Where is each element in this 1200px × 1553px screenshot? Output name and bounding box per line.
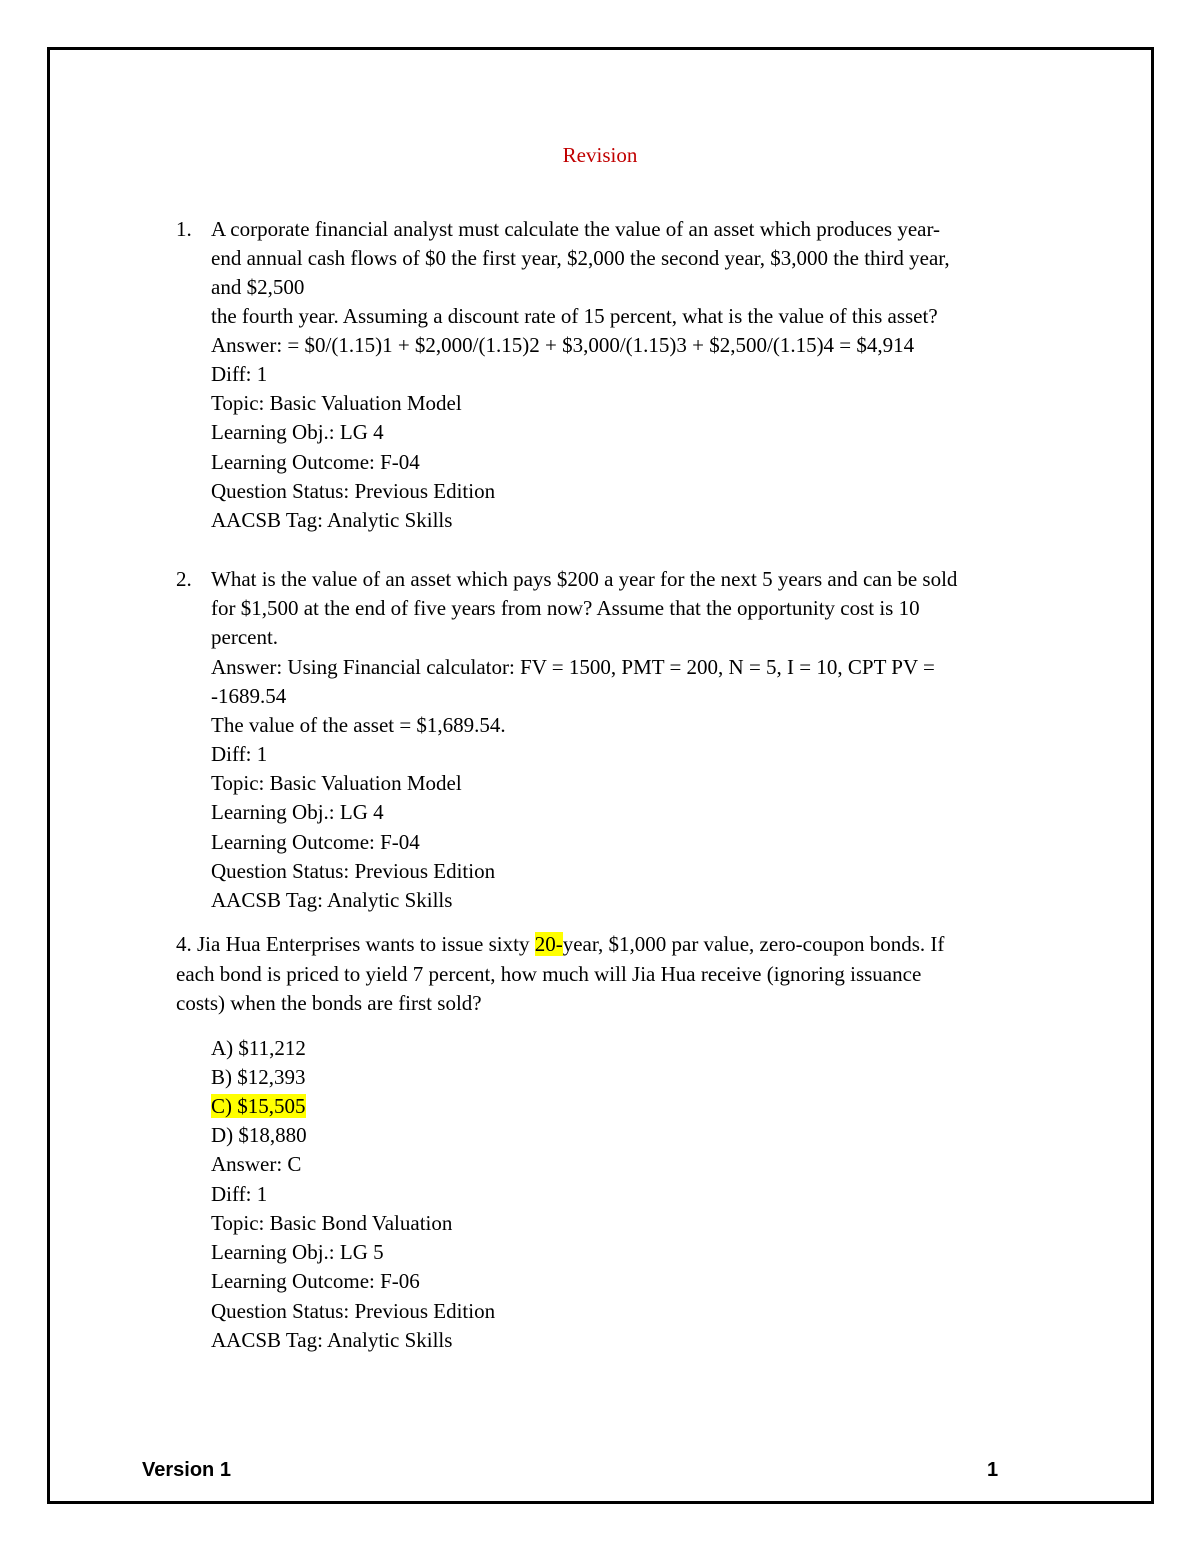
question-2-status: Question Status: Previous Edition: [211, 859, 496, 883]
option-b: B) $12,393: [211, 1065, 306, 1089]
question-2-line: percent.: [211, 625, 279, 649]
question-1-aacsb-tag: AACSB Tag: Analytic Skills: [211, 508, 453, 532]
question-1-line: A corporate financial analyst must calculate the value of an asset which produces year-: [211, 217, 941, 241]
question-4-learning-obj: Learning Obj.: LG 5: [211, 1240, 384, 1264]
question-2-number: 2.: [176, 567, 192, 591]
question-1-answer: Answer: = $0/(1.15)1 + $2,000/(1.15)2 + $3,000/(1.15)3 + $2,500/(1.15)4 = $4,914: [211, 333, 915, 357]
question-2-asset-value: The value of the asset = $1,689.54.: [211, 713, 506, 737]
question-1-line: the fourth year. Assuming a discount rate of 15 percent, what is the value of this asset?: [211, 304, 938, 328]
question-4-line: each bond is priced to yield 7 percent, how much will Jia Hua receive (ignoring issuance: [176, 962, 922, 986]
highlighted-correct-option: C) $15,505: [211, 1094, 306, 1118]
question-4-diff: Diff: 1: [211, 1182, 268, 1206]
question-2-topic: Topic: Basic Valuation Model: [211, 771, 462, 795]
question-1-status: Question Status: Previous Edition: [211, 479, 496, 503]
question-1-learning-obj: Learning Obj.: LG 4: [211, 420, 384, 444]
question-2-diff: Diff: 1: [211, 742, 268, 766]
option-d: D) $18,880: [211, 1123, 307, 1147]
question-4-text: year, $1,000 par value, zero-coupon bonds. If: [562, 932, 945, 956]
question-2-answer: Answer: Using Financial calculator: FV = 1500, PMT = 200, N = 5, I = 10, CPT PV =: [211, 655, 935, 679]
question-4-topic: Topic: Basic Bond Valuation: [211, 1211, 453, 1235]
document-title: Revision: [562, 143, 638, 167]
footer-page-number: 1: [987, 1459, 999, 1481]
question-1-line: and $2,500: [211, 275, 305, 299]
highlighted-text: 20-: [534, 932, 563, 956]
question-2-answer-value: -1689.54: [211, 684, 287, 708]
question-4-aacsb-tag: AACSB Tag: Analytic Skills: [211, 1328, 453, 1352]
option-a: A) $11,212: [211, 1036, 306, 1060]
question-2-line: for $1,500 at the end of five years from now? Assume that the opportunity cost is 10: [211, 596, 920, 620]
question-4-line: costs) when the bonds are first sold?: [176, 991, 482, 1015]
question-1-line: end annual cash flows of $0 the first year, $2,000 the second year, $3,000 the third year,: [211, 246, 950, 270]
question-2-learning-outcome: Learning Outcome: F-04: [211, 830, 420, 854]
footer-version: Version 1: [142, 1459, 231, 1481]
question-1-learning-outcome: Learning Outcome: F-04: [211, 450, 420, 474]
question-1-diff: Diff: 1: [211, 362, 268, 386]
question-4-text: 4. Jia Hua Enterprises wants to issue sixty: [176, 932, 535, 956]
question-1-topic: Topic: Basic Valuation Model: [211, 391, 462, 415]
question-4-line: [176, 931, 944, 957]
option-c: [211, 1093, 306, 1119]
question-4-learning-outcome: Learning Outcome: F-06: [211, 1269, 420, 1293]
question-4-status: Question Status: Previous Edition: [211, 1299, 496, 1323]
question-2-line: What is the value of an asset which pays $200 a year for the next 5 years and can be sold: [211, 567, 958, 591]
question-2-aacsb-tag: AACSB Tag: Analytic Skills: [211, 888, 453, 912]
question-1-number: 1.: [176, 217, 192, 241]
question-2-learning-obj: Learning Obj.: LG 4: [211, 800, 384, 824]
question-4-answer: Answer: C: [211, 1152, 302, 1176]
